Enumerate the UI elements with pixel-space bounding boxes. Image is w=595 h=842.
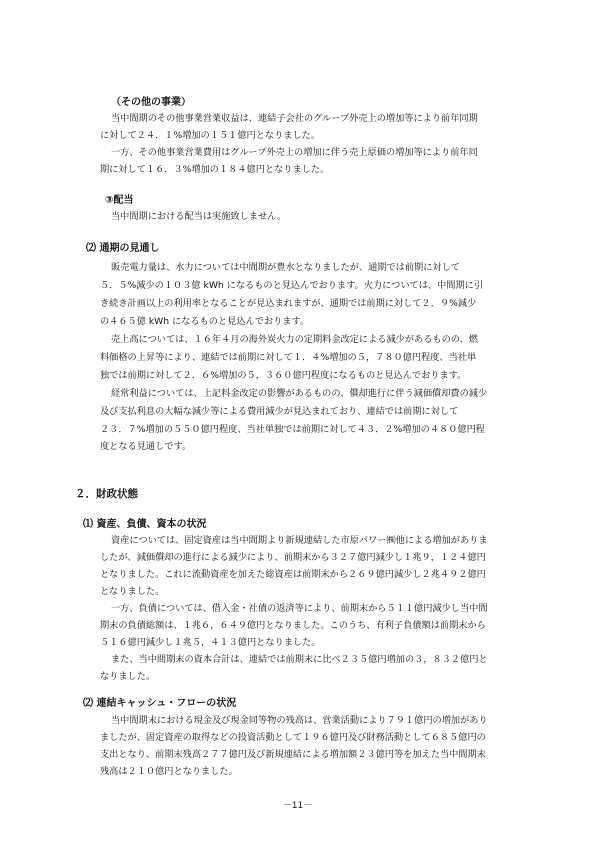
- cashflow-heading: ⑵ 連結キャッシュ・フローの状況: [83, 698, 237, 709]
- other-business-line-4: 期に対して１６．３%増加の１８４億円となりました。: [100, 164, 330, 175]
- page-number: －11－: [282, 801, 313, 811]
- assets-line-4: となりました。: [100, 586, 165, 597]
- other-business-line-3: 一方、その他事業営業費用はグループ外売上の増加に伴う売上原価の増加等により前年同: [111, 147, 478, 158]
- outlook-heading: ⑵ 通期の見通し: [86, 243, 160, 254]
- outlook-line-7: 独では前期に対して２．６%増加の５，３６０億円程度になるものと見込んでおります。: [100, 370, 467, 381]
- outlook-line-5: 売上高については、１６年４月の海外炭火力の定期料金改定による減少があるものの、燃: [111, 334, 478, 345]
- assets-line-8: また、当中間期末の資本合計は、連結では前期末に比べ２３５億円増加の３，８３２億円と: [111, 654, 488, 665]
- outlook-line-4: の４６５億 kWh になるものと見込んでおります。: [100, 316, 310, 327]
- assets-line-7: ５１６億円減少し１兆５，４１３億円となりました。: [100, 637, 321, 648]
- dividend-line-1: 当中間期における配当は実施致しません。: [111, 211, 287, 222]
- assets-line-2: したが、減価償却の進行による減少により、前期末から３２７億円減少し１兆９，１２４億円: [100, 552, 486, 563]
- outlook-line-11: 度となる見通しです。: [100, 441, 192, 452]
- financial-heading: ２．財政状態: [75, 488, 138, 500]
- assets-line-9: なりました。: [100, 671, 156, 682]
- assets-line-1: 資産については、固定資産は当中間期より新規連結した市原パワー㈱他による増加がありま: [111, 535, 488, 546]
- outlook-line-6: 料価格の上昇等により、連結では前期に対して１．４%増加の５，７８０億円程度、当社単: [100, 352, 477, 363]
- outlook-line-2: ５．５%減少の１０３億 kWh になるものと見込んでおります。火力については、中間期に引: [100, 280, 484, 291]
- other-business-heading: （その他の事業）: [111, 97, 191, 108]
- cashflow-line-2: ましたが、固定資産の取得などの投資活動として１９６億円及び財務活動として６８５億円の: [100, 732, 486, 743]
- outlook-line-1: 販売電力量は、水力については中間期が豊水となりましたが、通期では前期に対して: [111, 262, 460, 273]
- assets-line-6: 期末の負債総額は、１兆６，６４９億円となりました。このうち、有利子負債額は前期末から: [100, 620, 486, 631]
- dividend-heading: ③配当: [105, 195, 134, 206]
- other-business-line-1: 当中間期のその他事業営業収益は、連結子会社のグループ外売上の増加等により前年同期: [111, 113, 478, 124]
- cashflow-line-4: 残高は２１０億円となりました。: [100, 766, 238, 777]
- outlook-line-8: 経常利益については、上記料金改定の影響があるものの、償却進行に伴う減価償却費の減少: [111, 388, 488, 399]
- cashflow-line-3: 支出となり、前期末残高２７７億円及び新規連結による増加額２３億円等を加えた当中間期末: [100, 749, 486, 760]
- cashflow-line-1: 当中間期末における現金及び現金同等物の残高は、営業活動により７９１億円の増加があり: [111, 715, 488, 726]
- outlook-line-10: ２３．７%増加の５５０億円程度、当社単独では前期に対して４３．２%増加の４８０億円程: [100, 424, 485, 435]
- assets-heading: ⑴ 資産、負債、資本の状況: [83, 519, 207, 530]
- other-business-line-2: に対して２４．１%増加の１５１億円となりました。: [100, 130, 321, 141]
- assets-line-3: となりました。これに流動資産を加えた総資産は前期末から２６９億円減少し２兆４９２億円: [100, 569, 486, 580]
- assets-line-5: 一方、負債については、借入金・社債の返済等により、前期末から５１１億円減少し当中間: [111, 603, 488, 614]
- outlook-line-9: 及び支払利息の大幅な減少等による費用減少が見込まれており、連結では前期に対して: [100, 406, 459, 417]
- outlook-line-3: き続き計画以上の利用率となることが見込まれますが、通期では前期に対して２．９%減少: [100, 298, 477, 309]
